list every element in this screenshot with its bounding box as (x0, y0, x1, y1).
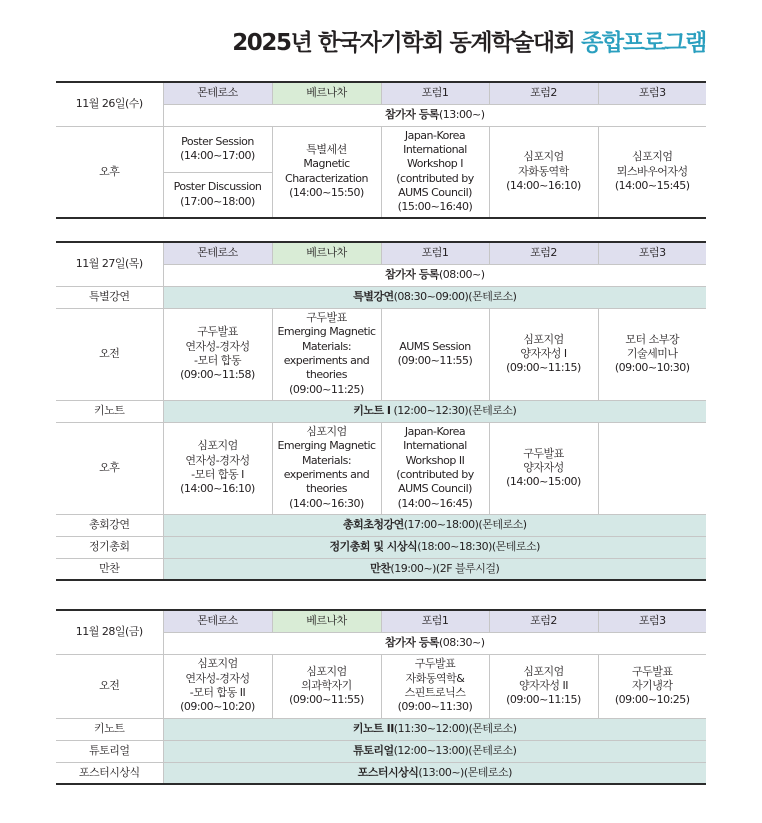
general-meeting-bar (163, 536, 706, 558)
bar-title: 만찬 (370, 561, 391, 575)
session-motor-seminar (598, 308, 706, 400)
bar-title: 총회초청강연 (342, 517, 404, 531)
row-label-morning: 오전 (56, 654, 163, 718)
bar-title: 키노트 II (352, 721, 394, 735)
bar-title: 키노트 I (353, 403, 391, 417)
day3-table (56, 609, 706, 785)
registration-label: 참가자 등록 (385, 635, 439, 649)
session-line: 구두발표 (631, 664, 673, 678)
session-symposium (163, 654, 272, 718)
special-lecture-bar (163, 286, 706, 308)
session-time: (09:00~10:30) (614, 361, 690, 375)
day3-registration (163, 632, 706, 654)
bar-time: (08:30~09:00)(몬테로소) (393, 289, 517, 303)
session-line: AUMS Session (399, 339, 471, 353)
title-accent: 종합프로그램 (581, 30, 706, 56)
session-time: (14:00~16:30) (289, 496, 364, 510)
session-emerging-materials (272, 422, 381, 514)
session-empty (598, 422, 706, 514)
session-line: Magnetic (303, 157, 350, 171)
day2-registration (163, 264, 706, 286)
session-symposium (489, 308, 598, 400)
registration-time: (08:30~) (438, 635, 485, 649)
session-oral (381, 654, 489, 718)
bar-time: (18:00~18:30)(몬테로소) (417, 539, 540, 553)
session-line: Japan-Korea (404, 128, 466, 142)
day2-date: 11월 27일(목) (56, 242, 163, 286)
hall-header-vernazza: 베르나차 (272, 610, 381, 632)
session-time: (09:00~11:58) (180, 368, 255, 382)
session-line: 양자자성 II (519, 678, 568, 692)
plenary-bar (163, 514, 706, 536)
day1-table (56, 81, 706, 219)
hall-header-forum1: 포럼1 (381, 610, 489, 632)
session-line: 특별세션 (306, 143, 347, 157)
session-line: Emerging Magnetic (277, 439, 376, 453)
session-time: (14:00~15:50) (289, 186, 364, 200)
row-label-afternoon: 오후 (56, 422, 163, 514)
session-line: (contributed by (396, 171, 474, 185)
registration-label: 참가자 등록 (385, 107, 439, 121)
session-symposium (163, 422, 272, 514)
session-line: International (403, 143, 467, 157)
session-line: Poster Session (181, 134, 254, 148)
row-label-general-meeting: 정기총회 (56, 536, 163, 558)
bar-time: (19:00~)(2F 블루시걸) (390, 561, 500, 575)
session-japan-korea-1 (381, 126, 489, 218)
session-line: experiments and (283, 468, 370, 481)
dinner-bar (163, 558, 706, 580)
bar-time: (13:00~)(몬테로소) (418, 765, 512, 779)
session-line: 자기냉각 (631, 678, 673, 692)
session-emerging-materials (272, 308, 381, 400)
session-special (272, 126, 381, 218)
bar-time: (12:00~12:30)(몬테로소) (390, 403, 517, 417)
hall-header-montero: 몬테로소 (163, 242, 272, 264)
session-time: (09:00~10:20) (180, 700, 255, 714)
session-line: (contributed by (396, 468, 474, 481)
hall-header-forum3: 포럼3 (598, 242, 706, 264)
session-line: AUMS Council) (398, 186, 472, 200)
session-line: Workshop I (406, 157, 463, 171)
tutorial-bar (163, 740, 706, 762)
session-symposium (489, 654, 598, 718)
session-time: (14:00~15:00) (506, 475, 581, 489)
bar-time: (11:30~12:00)(몬테로소) (393, 721, 517, 735)
session-line: 연자성-경자성 (185, 339, 250, 353)
session-line: 자화동역학& (405, 671, 465, 685)
session-line: 연자성-경자성 (185, 453, 250, 467)
session-line: -모터 합동 I (191, 468, 244, 481)
session-line: Workshop II (405, 453, 465, 467)
day1-afternoon-label: 오후 (56, 126, 163, 218)
registration-time: (08:00~) (438, 267, 485, 281)
bar-title: 특별강연 (353, 289, 394, 303)
day3-date: 11월 28일(금) (56, 610, 163, 654)
row-label-special: 특별강연 (56, 286, 163, 308)
row-label-dinner: 만찬 (56, 558, 163, 580)
session-line: 자화동역학 (518, 164, 569, 178)
row-label-keynote: 키노트 (56, 400, 163, 422)
session-line: 구두발표 (306, 311, 347, 325)
session-line: 기술세미나 (626, 346, 678, 360)
day2-table (56, 241, 706, 581)
session-line: 스핀트로닉스 (404, 686, 466, 699)
session-line: 연자성-경자성 (185, 671, 250, 685)
session-time: (14:00~16:10) (506, 178, 581, 192)
row-label-plenary: 총회강연 (56, 514, 163, 536)
page-title (232, 24, 706, 57)
session-line: 심포지엄 (523, 664, 564, 678)
session-time: (09:00~11:15) (506, 361, 581, 375)
session-line: Emerging Magnetic (277, 325, 376, 339)
session-line: 구두발표 (523, 446, 564, 460)
row-label-tutorial: 튜토리얼 (56, 740, 163, 762)
row-label-poster-award: 포스터시상식 (56, 762, 163, 784)
session-line: Japan-Korea (404, 425, 466, 439)
keynote-bar (163, 400, 706, 422)
session-symposium (598, 126, 706, 218)
hall-header-forum1: 포럼1 (381, 242, 489, 264)
bar-title: 포스터시상식 (357, 765, 419, 779)
session-line: 심포지엄 (523, 332, 564, 346)
session-line: International (403, 439, 467, 453)
session-line: 심포지엄 (631, 150, 673, 164)
session-line: 양자자성 I (520, 346, 567, 360)
session-line: 심포지엄 (306, 664, 347, 678)
registration-time: (13:00~) (438, 107, 485, 121)
session-line: theories (306, 368, 347, 382)
hall-header-forum1: 포럼1 (381, 82, 489, 104)
session-time: (09:00~11:55) (289, 693, 364, 707)
session-line: Characterization (285, 171, 368, 185)
bar-title: 정기총회 및 시상식 (329, 539, 418, 553)
hall-header-forum2: 포럼2 (489, 610, 598, 632)
session-line: 뫼스바우어자성 (616, 164, 688, 178)
bar-time: (12:00~13:00)(몬테로소) (393, 743, 517, 757)
session-symposium (489, 126, 598, 218)
session-line: 모터 소부장 (625, 332, 680, 346)
session-time: (09:00~11:15) (506, 693, 581, 707)
keynote-bar (163, 718, 706, 740)
session-line: 심포지엄 (197, 439, 238, 453)
session-poster (163, 126, 272, 172)
row-label-keynote: 키노트 (56, 718, 163, 740)
registration-label: 참가자 등록 (385, 267, 439, 281)
session-poster-discussion (163, 172, 272, 218)
hall-header-forum3: 포럼3 (598, 82, 706, 104)
poster-award-bar (163, 762, 706, 784)
hall-header-forum3: 포럼3 (598, 610, 706, 632)
session-line: Materials: (301, 453, 352, 467)
session-time: (09:00~11:30) (397, 700, 473, 714)
hall-header-forum2: 포럼2 (489, 242, 598, 264)
session-time: (09:00~11:55) (397, 354, 473, 367)
session-symposium (272, 654, 381, 718)
hall-header-vernazza: 베르나차 (272, 242, 381, 264)
session-time: (17:00~18:00) (180, 194, 255, 208)
session-time: (14:00~15:45) (614, 178, 690, 192)
hall-header-montero: 몬테로소 (163, 82, 272, 104)
session-line: experiments and (283, 354, 370, 367)
bar-time: (17:00~18:00)(몬테로소) (403, 517, 527, 531)
session-oral (489, 422, 598, 514)
session-line: Materials: (301, 339, 352, 353)
session-time: (15:00~16:40) (397, 200, 473, 214)
session-time: (14:00~16:45) (397, 496, 473, 510)
session-line: Poster Discussion (173, 180, 262, 194)
title-main: 2025년 한국자기학회 동계학술대회 (232, 30, 575, 56)
day1-registration (163, 104, 706, 126)
session-line: 구두발표 (414, 657, 456, 671)
hall-header-vernazza: 베르나차 (272, 82, 381, 104)
session-line: 양자자성 (523, 460, 564, 474)
session-oral (163, 308, 272, 400)
session-time: (09:00~10:25) (614, 693, 690, 707)
session-line: 심포지엄 (197, 657, 238, 671)
session-oral (598, 654, 706, 718)
row-label-morning: 오전 (56, 308, 163, 400)
session-line: 심포지엄 (306, 425, 347, 439)
session-line: 심포지엄 (523, 150, 564, 164)
session-line: -모터 합동 II (189, 686, 246, 699)
bar-title: 튜토리얼 (353, 743, 394, 757)
session-line: 의과학자기 (301, 678, 352, 692)
hall-header-forum2: 포럼2 (489, 82, 598, 104)
session-line: theories (306, 482, 347, 496)
session-time: (09:00~11:25) (289, 382, 364, 396)
session-line: 구두발표 (197, 325, 238, 339)
day1-date: 11월 26일(수) (56, 82, 163, 126)
session-line: -모터 합동 (194, 354, 241, 367)
session-line: AUMS Council) (398, 482, 472, 496)
session-time: (14:00~16:10) (180, 482, 255, 496)
session-japan-korea-2 (381, 422, 489, 514)
session-aums (381, 308, 489, 400)
hall-header-montero: 몬테로소 (163, 610, 272, 632)
session-time: (14:00~17:00) (180, 149, 255, 162)
